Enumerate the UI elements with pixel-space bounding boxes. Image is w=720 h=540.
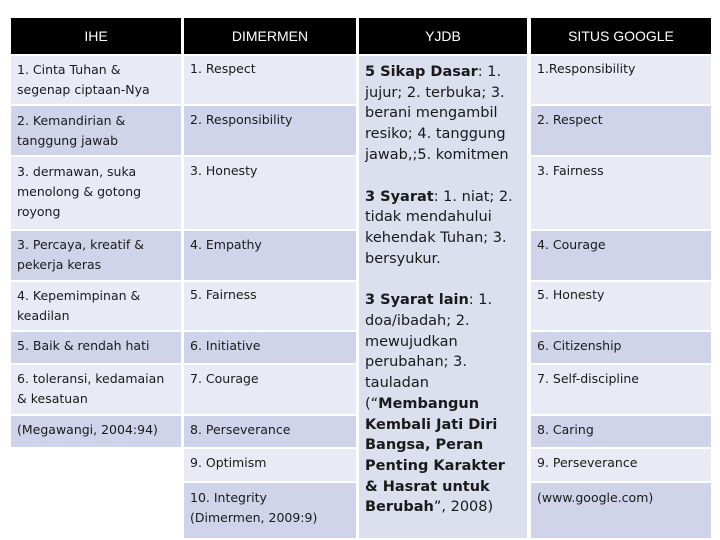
yjdb-book-title: Membangun Kembali Jati Diri Bangsa, Peran Penting Karakter & Hasrat untuk Berubah (365, 395, 505, 516)
dimermen-row-5: 5. Fairness (184, 282, 356, 330)
yjdb-syarat (365, 187, 521, 270)
dimermen-row-6: 6. Initiative (184, 332, 356, 363)
header-google: SITUS GOOGLE (531, 18, 711, 54)
google-source: (www.google.com) (531, 483, 711, 538)
ihe-row-3: 3. dermawan, suka menolong & gotong royong (11, 157, 181, 229)
ihe-row-5: 4. Kepemimpinan & keadilan (11, 282, 181, 330)
google-row-9: 9. Perseverance (531, 449, 711, 481)
ihe-row-1: 1. Cinta Tuhan & segenap ciptaan-Nya (11, 56, 181, 104)
yjdb-book-year: ”, 2008) (433, 499, 494, 516)
column-dimermen (184, 18, 356, 538)
dimermen-row-7: 7. Courage (184, 365, 356, 414)
dimermen-row-1: 1. Respect (184, 56, 356, 104)
header-yjdb: YJDB (359, 18, 527, 54)
google-row-1: 1.Responsibility (531, 56, 711, 104)
ihe-row-4: 3. Percaya, kreatif & pekerja keras (11, 231, 181, 280)
google-row-6: 6. Citizenship (531, 332, 711, 363)
header-ihe: IHE (11, 18, 181, 54)
column-google (531, 18, 711, 538)
ihe-row-7: 6. toleransi, kedamaian & kesatuan (11, 365, 181, 414)
yjdb-syarat-label: 3 Syarat (365, 188, 434, 205)
ihe-row-2: 2. Kemandirian & tanggung jawab (11, 106, 181, 155)
dimermen-item-10: 10. Integrity (190, 490, 267, 505)
dimermen-row-4: 4. Empathy (184, 231, 356, 280)
google-row-8: 8. Caring (531, 416, 711, 447)
dimermen-row-2: 2. Responsibility (184, 106, 356, 155)
yjdb-sikap-dasar (365, 62, 521, 166)
yjdb-cell (359, 56, 527, 538)
column-yjdb (359, 18, 527, 538)
yjdb-syarat-lain (365, 290, 521, 518)
google-row-5: 5. Honesty (531, 282, 711, 330)
yjdb-syarat-lain-text: : 1. doa/ibadah; 2. mewujudkan perubahan; 3. tauladan (“ (365, 292, 493, 412)
dimermen-row-10 (184, 483, 356, 538)
dimermen-row-8: 8. Perseverance (184, 416, 356, 447)
yjdb-syarat-lain-label: 3 Syarat lain (365, 292, 469, 309)
yjdb-sikap-dasar-label: 5 Sikap Dasar (365, 64, 478, 80)
google-row-7: 7. Self-discipline (531, 365, 711, 414)
header-dimermen: DIMERMEN (184, 18, 356, 54)
google-row-4: 4. Courage (531, 231, 711, 280)
dimermen-row-3: 3. Honesty (184, 157, 356, 229)
ihe-source: (Megawangi, 2004:94) (11, 416, 181, 447)
yjdb-sikap-dasar-text: : 1. jujur; 2. terbuka; 3. berani mengambil resiko; 4. tanggung jawab,;5. komitmen (365, 64, 509, 163)
yjdb-syarat-text: : 1. niat; 2. tidak mendahului kehendak Tuhan; 3. bersyukur. (365, 188, 513, 267)
column-ihe (11, 18, 181, 538)
google-row-2: 2. Respect (531, 106, 711, 155)
google-row-3: 3. Fairness (531, 157, 711, 229)
dimermen-source: (Dimermen, 2009:9) (190, 510, 318, 525)
dimermen-row-9: 9. Optimism (184, 449, 356, 481)
comparison-table (11, 18, 711, 538)
ihe-row-6: 5. Baik & rendah hati (11, 332, 181, 363)
